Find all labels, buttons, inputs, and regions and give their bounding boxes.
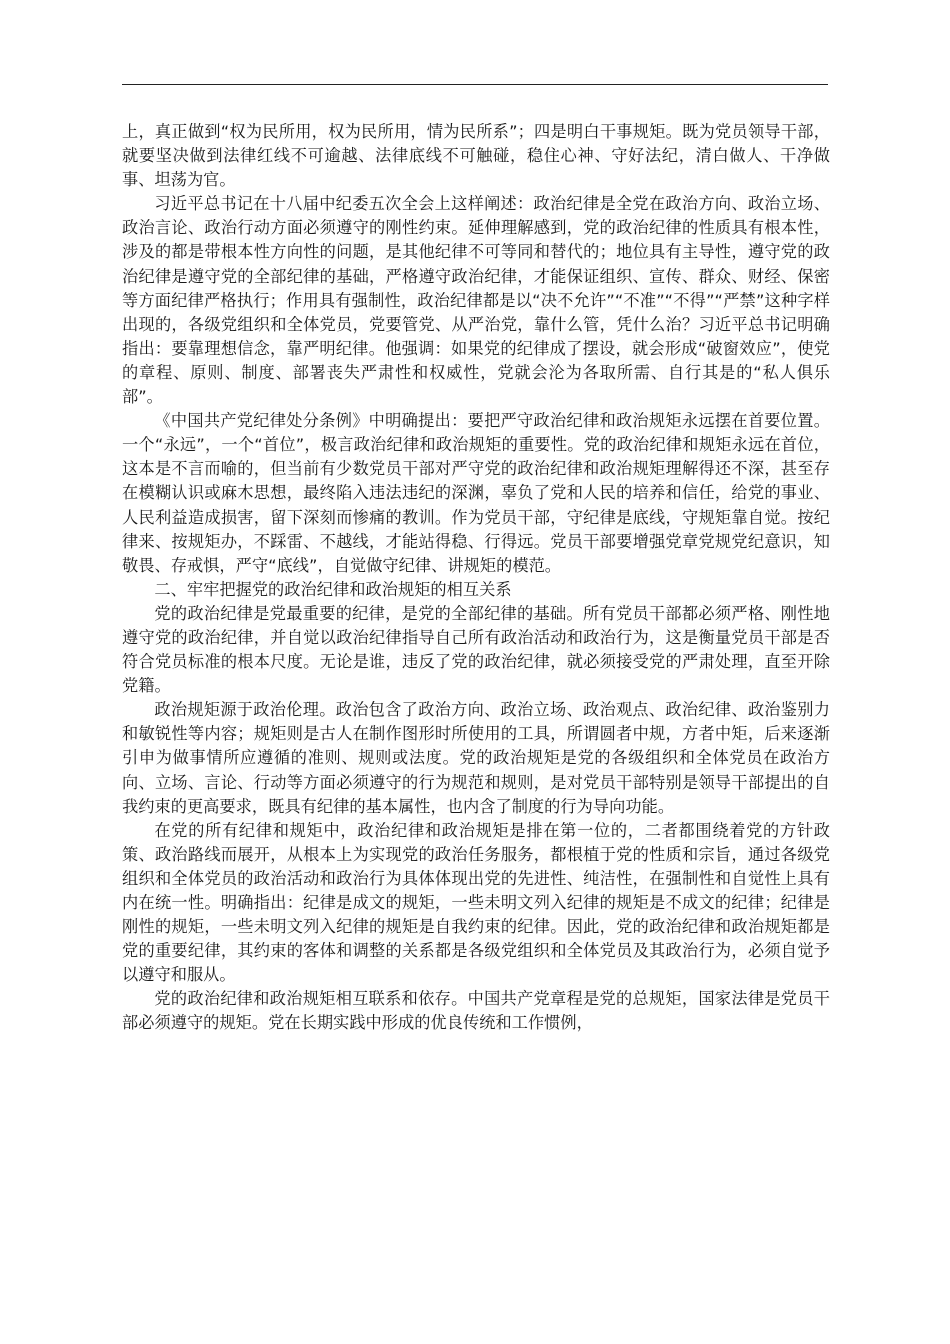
section-heading: 二、牢牢把握党的政治纪律和政治规矩的相互关系: [154, 579, 512, 599]
paragraph: 习近平总书记在十八届中纪委五次全会上这样阐述：政治纪律是全党在政治方向、政治立场、政治言论、政治行动方面必须遵守的刚性约束。延伸理解感到，党的政治纪律的性质具有根本性，涉及的都是带根本性方向性的问题，是其他纪律不可等同和替代的；地位具有主导性，遵守党的政治纪律是遵守党的全部纪律的基础，严格遵守政治纪律，才能保证组织、宣传、群众、财经、保密等方面纪律严格执行；作用具有强制性，政治纪律都是以“决不允许”“不准”“不得”“严禁”这种字样出现的，各级党组织和全体党员，党要管党、从严治党，靠什么管，凭什么治？习近平总书记明确指出：要靠理想信念，靠严明纪律。他强调：如果党的纪律成了摆设，就会形成“破窗效应”，使党的章程、原则、制度、部署丧失严肃性和权威性，党就会沦为各取所需、自行其是的“私人俱乐部”。: [122, 194, 830, 407]
header-rule: [122, 84, 828, 85]
document-body: [122, 120, 830, 1036]
paragraph: 政治规矩源于政治伦理。政治包含了政治方向、政治立场、政治观点、政治纪律、政治鉴别力和敏锐性等内容；规矩则是古人在制作图形时所使用的工具，所谓圆者中规，方者中矩，后来逐渐引申为做事情所应遵循的准则、规则或法度。党的政治规矩是党的各级组织和全体党员在政治方向、立场、言论、行动等方面必须遵守的行为规范和规则，是对党员干部特别是领导干部提出的自我约束的更高要求，既具有纪律的基本属性，也内含了制度的行为导向功能。: [122, 700, 830, 816]
paragraph: 党的政治纪律是党最重要的纪律，是党的全部纪律的基础。所有党员干部都必须严格、刚性地遵守党的政治纪律，并自觉以政治纪律指导自己所有政治活动和政治行为，这是衡量党员干部是否符合党员标准的根本尺度。无论是谁，违反了党的政治纪律，就必须接受党的严肃处理，直至开除党籍。: [122, 603, 830, 696]
paragraph-continued: 上，真正做到“权为民所用，权为民所用，情为民所系”；四是明白干事规矩。既为党员领导干部，就要坚决做到法律红线不可逾越、法律底线不可触碰，稳住心神、守好法纪，清白做人、干净做事、坦荡为官。: [122, 122, 830, 190]
paragraph: 《中国共产党纪律处分条例》中明确提出：要把严守政治纪律和政治规矩永远摆在首要位置。一个“永远”，一个“首位”，极言政治纪律和政治规矩的重要性。党的政治纪律和规矩永远在首位，这本是不言而喻的，但当前有少数党员干部对严守党的政治纪律和政治规矩理解得还不深，甚至存在模糊认识或麻木思想，最终陷入违法违纪的深渊，辜负了党和人民的培养和信任，给党的事业、人民利益造成损害，留下深刻而惨痛的教训。作为党员干部，守纪律是底线，守规矩靠自觉。按纪律来、按规矩办，不踩雷、不越线，才能站得稳、行得远。党员干部要增强党章党规党纪意识，知敬畏、存戒惧，严守“底线”，自觉做守纪律、讲规矩的模范。: [122, 411, 830, 575]
paragraph: 在党的所有纪律和规矩中，政治纪律和政治规矩是排在第一位的，二者都围绕着党的方针政策、政治路线而展开，从根本上为实现党的政治任务服务，都根植于党的性质和宗旨，通过各级党组织和全体党员的政治活动和政治行为具体体现出党的先进性、纯洁性，在强制性和自觉性上具有内在统一性。明确指出：纪律是成文的规矩，一些未明文列入纪律的规矩是不成文的纪律；纪律是刚性的规矩，一些未明文列入纪律的规矩是自我约束的纪律。因此，党的政治纪律和政治规矩都是党的重要纪律，其约束的客体和调整的关系都是各级党组织和全体党员及其政治行为，必须自觉予以遵守和服从。: [122, 820, 830, 985]
paragraph: 党的政治纪律和政治规矩相互联系和依存。中国共产党章程是党的总规矩，国家法律是党员干部必须遵守的规矩。党在长期实践中形成的优良传统和工作惯例，: [122, 989, 830, 1033]
